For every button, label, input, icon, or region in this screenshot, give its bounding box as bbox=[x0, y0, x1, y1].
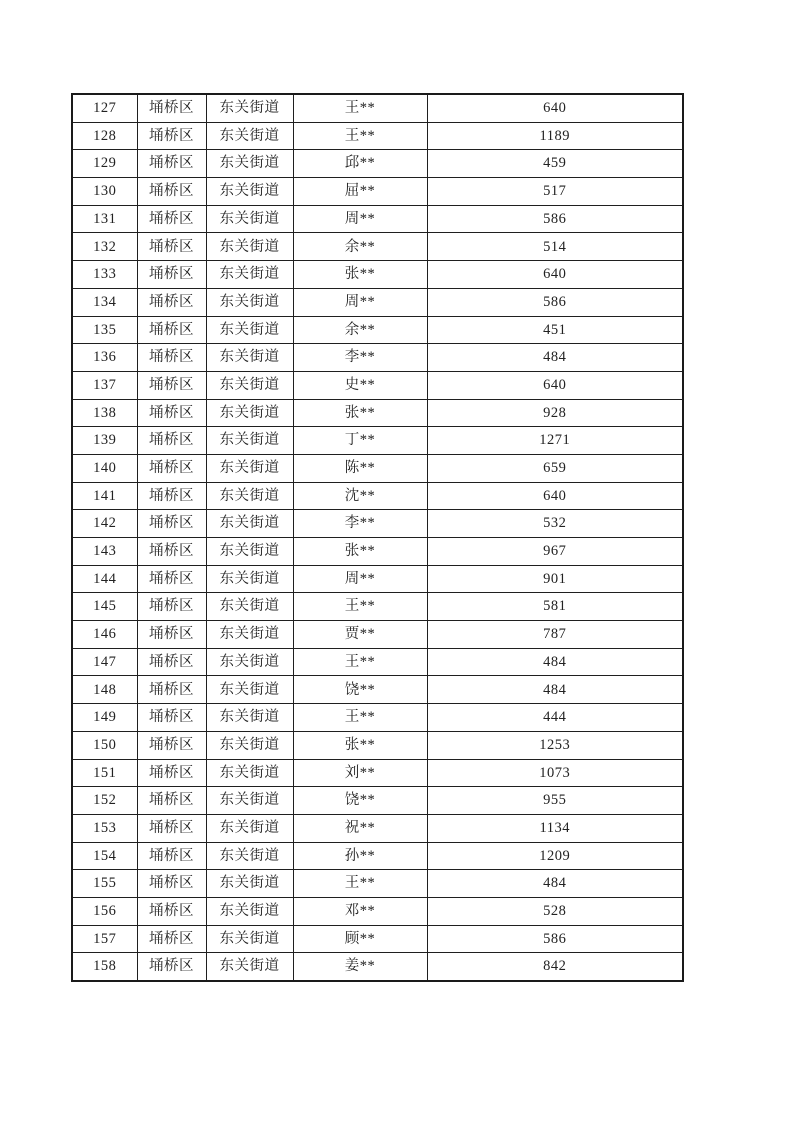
cell-serial-number: 138 bbox=[72, 399, 137, 427]
cell-masked-name: 祝** bbox=[293, 814, 427, 842]
cell-value: 901 bbox=[427, 565, 683, 593]
cell-masked-name: 邱** bbox=[293, 150, 427, 178]
cell-serial-number: 139 bbox=[72, 427, 137, 455]
cell-district: 埇桥区 bbox=[137, 759, 206, 787]
cell-district: 埇桥区 bbox=[137, 731, 206, 759]
cell-masked-name: 余** bbox=[293, 316, 427, 344]
cell-street: 东关街道 bbox=[206, 482, 293, 510]
cell-serial-number: 146 bbox=[72, 621, 137, 649]
cell-district: 埇桥区 bbox=[137, 288, 206, 316]
cell-street: 东关街道 bbox=[206, 787, 293, 815]
cell-street: 东关街道 bbox=[206, 648, 293, 676]
cell-masked-name: 刘** bbox=[293, 759, 427, 787]
cell-serial-number: 143 bbox=[72, 538, 137, 566]
table-row bbox=[72, 565, 683, 593]
cell-serial-number: 149 bbox=[72, 704, 137, 732]
cell-masked-name: 饶** bbox=[293, 676, 427, 704]
cell-district: 埇桥区 bbox=[137, 150, 206, 178]
cell-street: 东关街道 bbox=[206, 870, 293, 898]
table-row bbox=[72, 399, 683, 427]
cell-street: 东关街道 bbox=[206, 454, 293, 482]
cell-value: 586 bbox=[427, 925, 683, 953]
cell-district: 埇桥区 bbox=[137, 648, 206, 676]
cell-street: 东关街道 bbox=[206, 205, 293, 233]
table-row bbox=[72, 925, 683, 953]
cell-district: 埇桥区 bbox=[137, 94, 206, 122]
cell-masked-name: 张** bbox=[293, 399, 427, 427]
cell-masked-name: 余** bbox=[293, 233, 427, 261]
cell-street: 东关街道 bbox=[206, 94, 293, 122]
table-row bbox=[72, 205, 683, 233]
cell-serial-number: 157 bbox=[72, 925, 137, 953]
cell-masked-name: 姜** bbox=[293, 953, 427, 981]
cell-value: 451 bbox=[427, 316, 683, 344]
cell-district: 埇桥区 bbox=[137, 538, 206, 566]
cell-value: 484 bbox=[427, 870, 683, 898]
cell-street: 东关街道 bbox=[206, 316, 293, 344]
cell-district: 埇桥区 bbox=[137, 316, 206, 344]
cell-masked-name: 张** bbox=[293, 261, 427, 289]
cell-street: 东关街道 bbox=[206, 178, 293, 206]
cell-street: 东关街道 bbox=[206, 150, 293, 178]
table-row bbox=[72, 814, 683, 842]
cell-street: 东关街道 bbox=[206, 399, 293, 427]
cell-value: 1134 bbox=[427, 814, 683, 842]
cell-masked-name: 李** bbox=[293, 344, 427, 372]
cell-district: 埇桥区 bbox=[137, 427, 206, 455]
table-row bbox=[72, 953, 683, 981]
cell-street: 东关街道 bbox=[206, 704, 293, 732]
cell-value: 955 bbox=[427, 787, 683, 815]
cell-serial-number: 136 bbox=[72, 344, 137, 372]
cell-masked-name: 周** bbox=[293, 288, 427, 316]
cell-district: 埇桥区 bbox=[137, 565, 206, 593]
cell-value: 640 bbox=[427, 371, 683, 399]
table-row bbox=[72, 122, 683, 150]
cell-district: 埇桥区 bbox=[137, 870, 206, 898]
cell-masked-name: 周** bbox=[293, 205, 427, 233]
cell-masked-name: 丁** bbox=[293, 427, 427, 455]
cell-serial-number: 142 bbox=[72, 510, 137, 538]
table-row bbox=[72, 178, 683, 206]
cell-masked-name: 屈** bbox=[293, 178, 427, 206]
table-row bbox=[72, 371, 683, 399]
cell-street: 东关街道 bbox=[206, 759, 293, 787]
cell-district: 埇桥区 bbox=[137, 593, 206, 621]
table-row bbox=[72, 538, 683, 566]
cell-district: 埇桥区 bbox=[137, 233, 206, 261]
cell-street: 东关街道 bbox=[206, 621, 293, 649]
cell-street: 东关街道 bbox=[206, 731, 293, 759]
cell-street: 东关街道 bbox=[206, 953, 293, 981]
cell-masked-name: 王** bbox=[293, 704, 427, 732]
cell-serial-number: 154 bbox=[72, 842, 137, 870]
cell-serial-number: 129 bbox=[72, 150, 137, 178]
roster-table-body bbox=[72, 94, 683, 981]
cell-street: 东关街道 bbox=[206, 510, 293, 538]
cell-serial-number: 155 bbox=[72, 870, 137, 898]
cell-district: 埇桥区 bbox=[137, 205, 206, 233]
table-row bbox=[72, 261, 683, 289]
cell-value: 640 bbox=[427, 261, 683, 289]
cell-value: 581 bbox=[427, 593, 683, 621]
cell-street: 东关街道 bbox=[206, 897, 293, 925]
cell-value: 484 bbox=[427, 676, 683, 704]
cell-district: 埇桥区 bbox=[137, 704, 206, 732]
cell-value: 514 bbox=[427, 233, 683, 261]
table-row bbox=[72, 676, 683, 704]
cell-district: 埇桥区 bbox=[137, 925, 206, 953]
cell-value: 1209 bbox=[427, 842, 683, 870]
table-row bbox=[72, 150, 683, 178]
cell-serial-number: 134 bbox=[72, 288, 137, 316]
cell-value: 1271 bbox=[427, 427, 683, 455]
cell-serial-number: 151 bbox=[72, 759, 137, 787]
cell-street: 东关街道 bbox=[206, 371, 293, 399]
table-row bbox=[72, 621, 683, 649]
table-row bbox=[72, 759, 683, 787]
table-row bbox=[72, 842, 683, 870]
table-row bbox=[72, 648, 683, 676]
cell-masked-name: 孙** bbox=[293, 842, 427, 870]
table-row bbox=[72, 94, 683, 122]
cell-value: 484 bbox=[427, 648, 683, 676]
cell-district: 埇桥区 bbox=[137, 510, 206, 538]
cell-district: 埇桥区 bbox=[137, 454, 206, 482]
cell-value: 586 bbox=[427, 288, 683, 316]
cell-masked-name: 陈** bbox=[293, 454, 427, 482]
table-row bbox=[72, 593, 683, 621]
cell-street: 东关街道 bbox=[206, 122, 293, 150]
cell-serial-number: 147 bbox=[72, 648, 137, 676]
cell-masked-name: 邓** bbox=[293, 897, 427, 925]
cell-serial-number: 137 bbox=[72, 371, 137, 399]
cell-district: 埇桥区 bbox=[137, 897, 206, 925]
cell-street: 东关街道 bbox=[206, 344, 293, 372]
table-row bbox=[72, 731, 683, 759]
cell-serial-number: 131 bbox=[72, 205, 137, 233]
cell-street: 东关街道 bbox=[206, 925, 293, 953]
cell-serial-number: 144 bbox=[72, 565, 137, 593]
cell-value: 1189 bbox=[427, 122, 683, 150]
cell-district: 埇桥区 bbox=[137, 676, 206, 704]
cell-serial-number: 128 bbox=[72, 122, 137, 150]
cell-district: 埇桥区 bbox=[137, 371, 206, 399]
cell-masked-name: 张** bbox=[293, 538, 427, 566]
cell-masked-name: 王** bbox=[293, 870, 427, 898]
cell-street: 东关街道 bbox=[206, 288, 293, 316]
cell-value: 640 bbox=[427, 94, 683, 122]
roster-table bbox=[71, 93, 684, 982]
cell-serial-number: 127 bbox=[72, 94, 137, 122]
cell-district: 埇桥区 bbox=[137, 122, 206, 150]
cell-value: 444 bbox=[427, 704, 683, 732]
cell-value: 842 bbox=[427, 953, 683, 981]
cell-masked-name: 王** bbox=[293, 648, 427, 676]
cell-street: 东关街道 bbox=[206, 538, 293, 566]
cell-district: 埇桥区 bbox=[137, 399, 206, 427]
cell-street: 东关街道 bbox=[206, 233, 293, 261]
cell-street: 东关街道 bbox=[206, 261, 293, 289]
cell-serial-number: 145 bbox=[72, 593, 137, 621]
cell-masked-name: 沈** bbox=[293, 482, 427, 510]
cell-serial-number: 133 bbox=[72, 261, 137, 289]
cell-street: 东关街道 bbox=[206, 676, 293, 704]
cell-street: 东关街道 bbox=[206, 814, 293, 842]
table-row bbox=[72, 704, 683, 732]
cell-masked-name: 贾** bbox=[293, 621, 427, 649]
cell-serial-number: 141 bbox=[72, 482, 137, 510]
cell-serial-number: 140 bbox=[72, 454, 137, 482]
cell-serial-number: 152 bbox=[72, 787, 137, 815]
roster-table-wrap bbox=[71, 93, 684, 982]
cell-masked-name: 王** bbox=[293, 593, 427, 621]
cell-value: 517 bbox=[427, 178, 683, 206]
cell-value: 928 bbox=[427, 399, 683, 427]
cell-district: 埇桥区 bbox=[137, 178, 206, 206]
cell-masked-name: 李** bbox=[293, 510, 427, 538]
cell-value: 528 bbox=[427, 897, 683, 925]
cell-district: 埇桥区 bbox=[137, 953, 206, 981]
cell-street: 东关街道 bbox=[206, 842, 293, 870]
cell-value: 484 bbox=[427, 344, 683, 372]
cell-district: 埇桥区 bbox=[137, 787, 206, 815]
cell-street: 东关街道 bbox=[206, 593, 293, 621]
cell-district: 埇桥区 bbox=[137, 814, 206, 842]
cell-value: 532 bbox=[427, 510, 683, 538]
table-row bbox=[72, 344, 683, 372]
table-row bbox=[72, 870, 683, 898]
cell-district: 埇桥区 bbox=[137, 482, 206, 510]
cell-serial-number: 156 bbox=[72, 897, 137, 925]
cell-value: 967 bbox=[427, 538, 683, 566]
cell-street: 东关街道 bbox=[206, 427, 293, 455]
cell-serial-number: 132 bbox=[72, 233, 137, 261]
cell-serial-number: 150 bbox=[72, 731, 137, 759]
cell-masked-name: 王** bbox=[293, 122, 427, 150]
table-row bbox=[72, 787, 683, 815]
cell-value: 586 bbox=[427, 205, 683, 233]
cell-district: 埇桥区 bbox=[137, 344, 206, 372]
cell-serial-number: 158 bbox=[72, 953, 137, 981]
table-row bbox=[72, 897, 683, 925]
table-row bbox=[72, 316, 683, 344]
cell-masked-name: 顾** bbox=[293, 925, 427, 953]
cell-value: 1073 bbox=[427, 759, 683, 787]
cell-value: 640 bbox=[427, 482, 683, 510]
cell-value: 459 bbox=[427, 150, 683, 178]
cell-value: 659 bbox=[427, 454, 683, 482]
table-row bbox=[72, 510, 683, 538]
cell-serial-number: 153 bbox=[72, 814, 137, 842]
cell-masked-name: 张** bbox=[293, 731, 427, 759]
cell-district: 埇桥区 bbox=[137, 621, 206, 649]
cell-masked-name: 周** bbox=[293, 565, 427, 593]
table-row bbox=[72, 454, 683, 482]
table-row bbox=[72, 233, 683, 261]
cell-masked-name: 史** bbox=[293, 371, 427, 399]
cell-serial-number: 148 bbox=[72, 676, 137, 704]
cell-district: 埇桥区 bbox=[137, 842, 206, 870]
cell-serial-number: 135 bbox=[72, 316, 137, 344]
cell-value: 1253 bbox=[427, 731, 683, 759]
cell-masked-name: 王** bbox=[293, 94, 427, 122]
table-row bbox=[72, 288, 683, 316]
cell-value: 787 bbox=[427, 621, 683, 649]
table-row bbox=[72, 482, 683, 510]
cell-street: 东关街道 bbox=[206, 565, 293, 593]
cell-district: 埇桥区 bbox=[137, 261, 206, 289]
cell-serial-number: 130 bbox=[72, 178, 137, 206]
cell-masked-name: 饶** bbox=[293, 787, 427, 815]
table-row bbox=[72, 427, 683, 455]
